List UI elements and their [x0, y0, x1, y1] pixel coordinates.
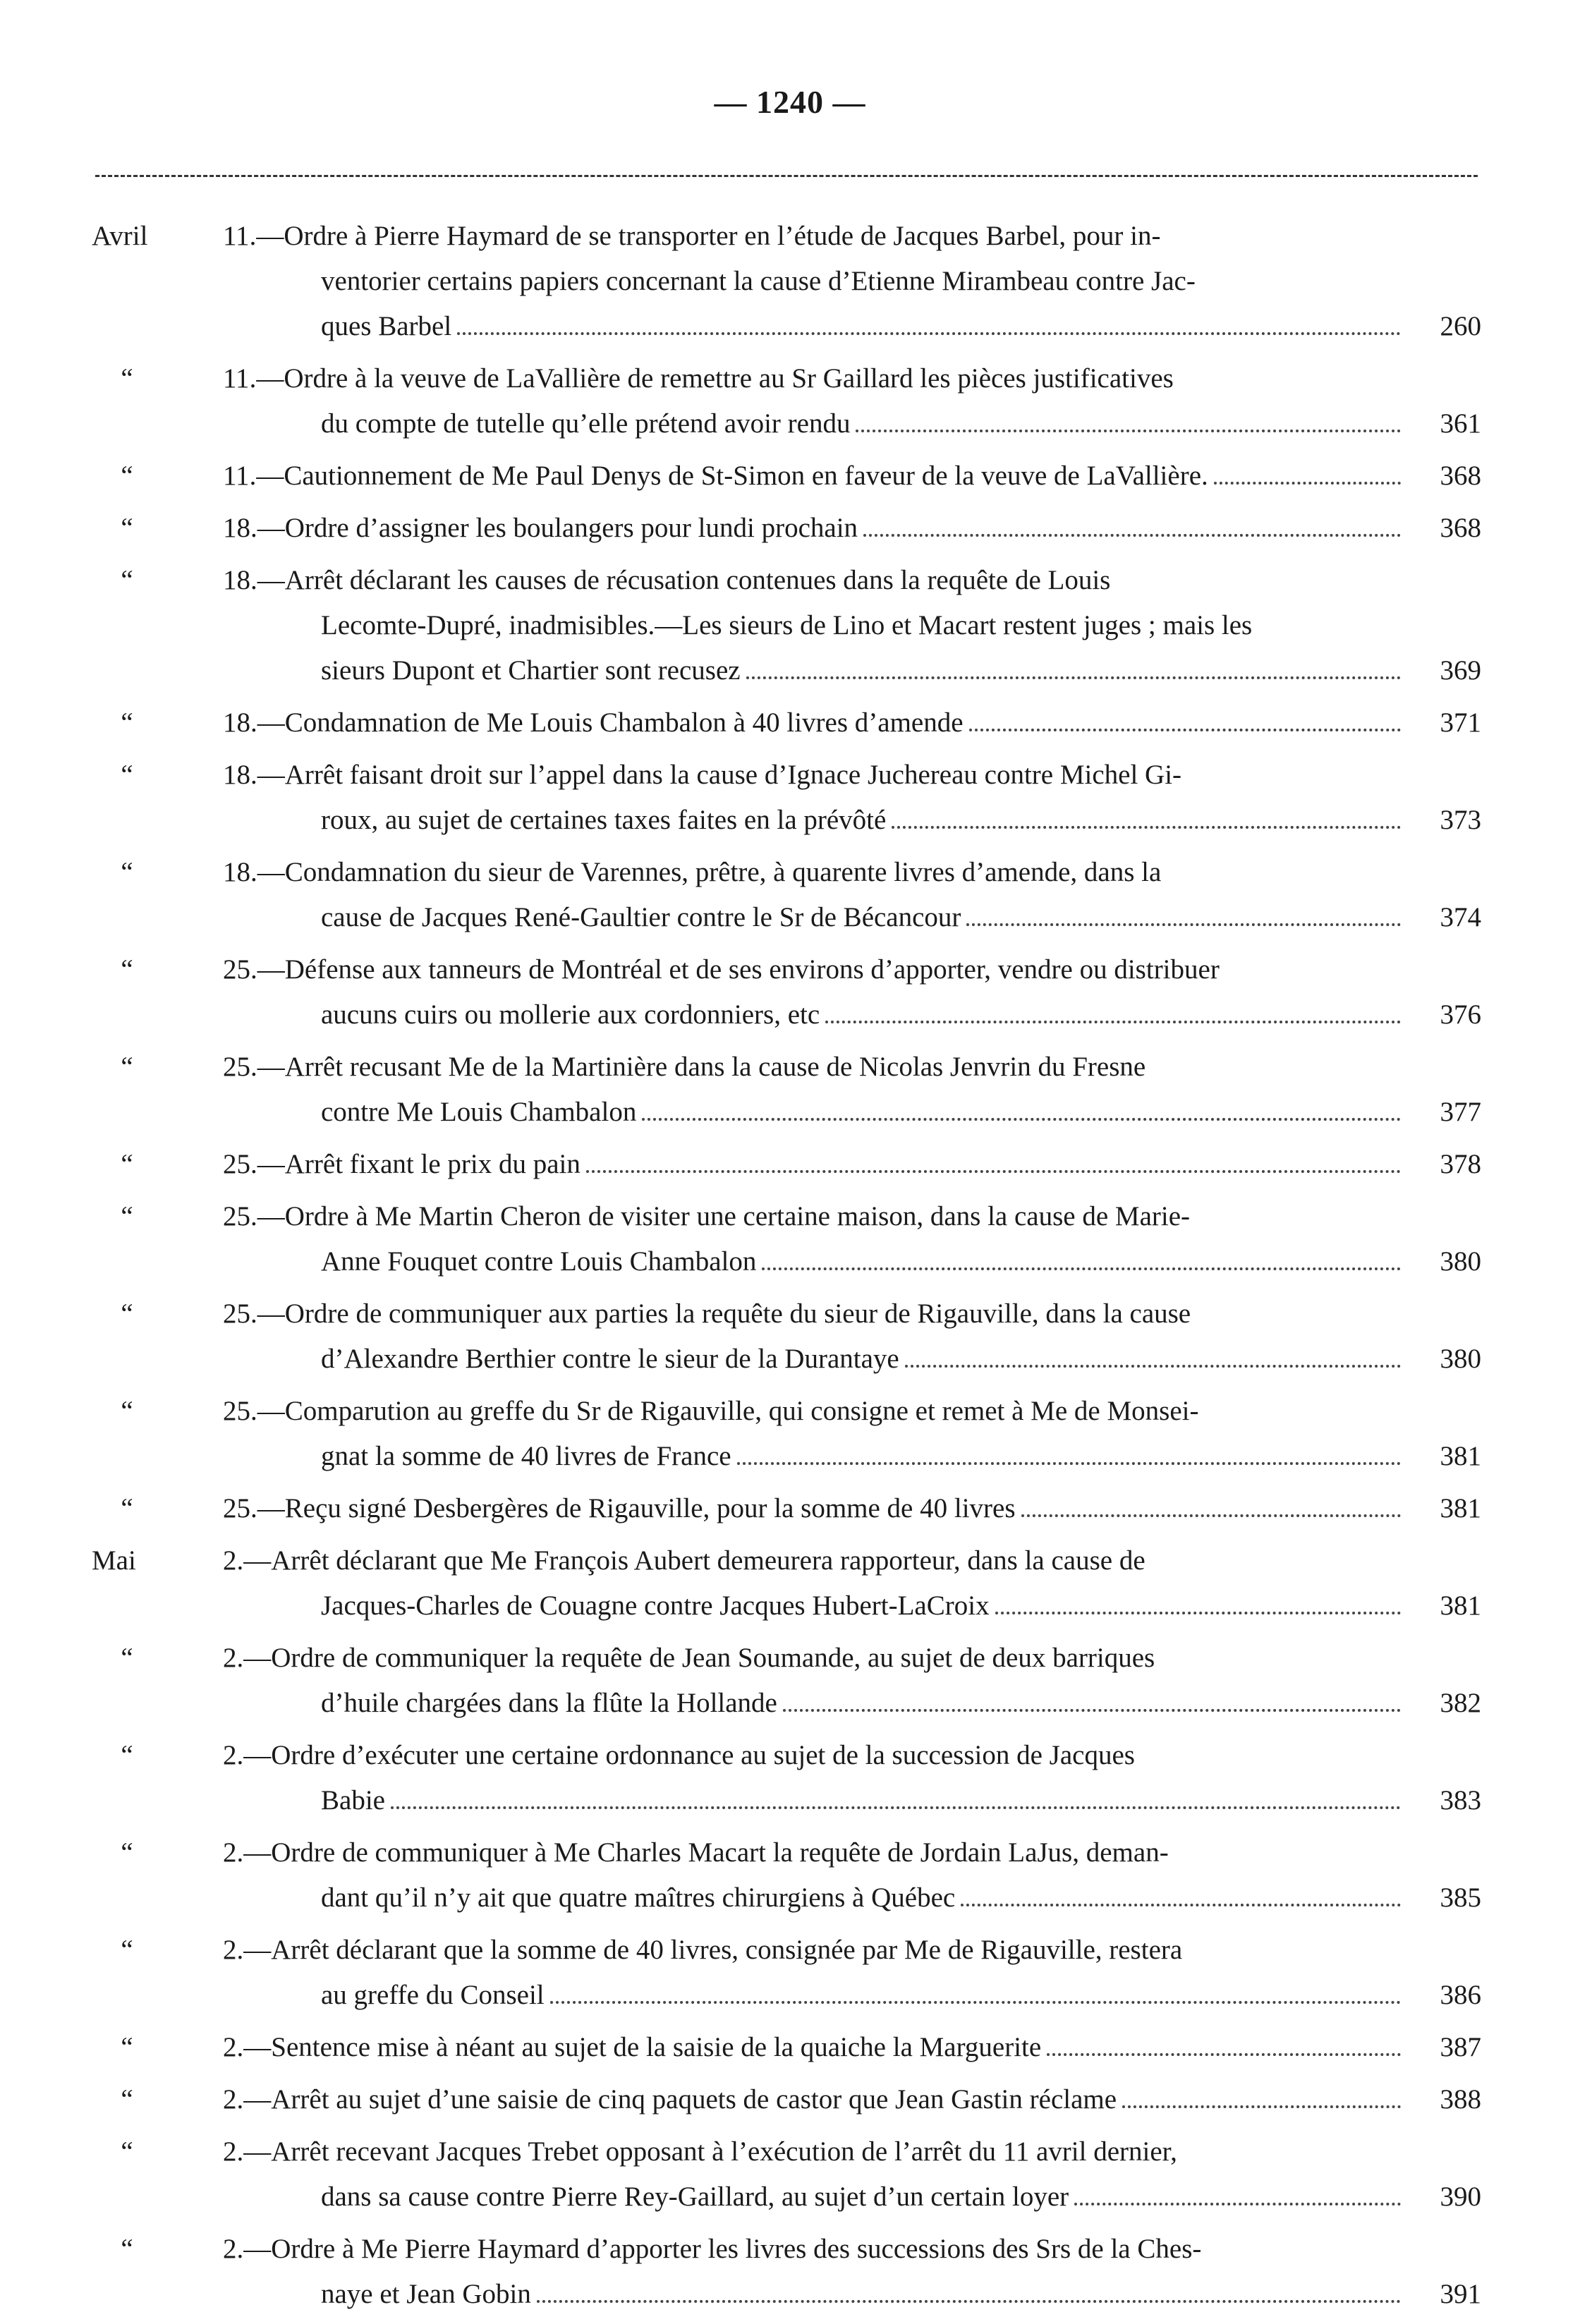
entry-day: 25	[223, 1298, 250, 1329]
entry-text: Reçu signé Desbergères de Rigauville, pour la somme de 40 livres	[284, 1493, 1016, 1523]
entry-line	[92, 401, 1481, 446]
entry-separator: .—	[236, 2084, 272, 2115]
entry-day: 18	[223, 857, 250, 887]
leader-dots	[892, 826, 1401, 829]
entry-text: ventorier certains papiers concernant la cause d’Etienne Mirambeau contre Jac-	[321, 266, 1196, 296]
index-entry	[92, 1142, 1481, 1187]
leader-dots	[961, 1904, 1401, 1906]
entry-line	[92, 1389, 1481, 1434]
entry-line	[92, 1583, 1481, 1629]
entry-line	[92, 1239, 1481, 1284]
index-entry	[92, 1928, 1481, 2018]
entry-month: “	[121, 1493, 133, 1523]
entry-page: 368	[1440, 461, 1481, 491]
entry-line	[92, 1778, 1481, 1823]
entry-separator: .—	[236, 2032, 272, 2062]
entry-text: cause de Jacques René-Gaultier contre le Sr de Bécancour	[321, 902, 961, 932]
entry-month: “	[121, 1935, 133, 1965]
index-entry	[92, 700, 1481, 746]
entry-separator: .—	[250, 857, 285, 887]
leader-dots	[762, 1267, 1401, 1270]
entry-day: 2	[223, 2032, 237, 2062]
entry-line	[92, 1681, 1481, 1726]
page-number: — 1240 —	[714, 84, 866, 120]
entry-text: Ordre d’assigner les boulangers pour lundi prochain	[284, 513, 858, 543]
entry-month: “	[121, 2084, 133, 2115]
entry-day: 25	[223, 1396, 250, 1426]
entry-line	[92, 2025, 1481, 2070]
entry-line	[92, 2174, 1481, 2220]
entry-day: 11	[223, 363, 250, 394]
entry-line	[92, 214, 1481, 259]
leader-dots	[856, 430, 1401, 432]
entry-separator: .—	[236, 1935, 272, 1965]
entry-text: Ordre d’exécuter une certaine ordonnance au sujet de la succession de Jacques	[271, 1740, 1135, 1770]
entry-month: “	[121, 2136, 133, 2167]
entry-text: d’Alexandre Berthier contre le sieur de la Durantaye	[321, 1344, 899, 1374]
entry-month: “	[121, 1643, 133, 1673]
leader-dots	[737, 1462, 1401, 1465]
entry-text: Condamnation de Me Louis Chambalon à 40 livres d’amende	[284, 707, 964, 738]
entry-separator: .—	[236, 2234, 272, 2264]
entry-separator: .—	[250, 1201, 285, 1231]
leader-dots	[1122, 2105, 1401, 2108]
entry-text: ques Barbel	[321, 311, 452, 341]
index-entry	[92, 2025, 1481, 2070]
leader-dots	[642, 1118, 1401, 1121]
entry-month: “	[121, 363, 133, 394]
entry-line	[92, 753, 1481, 798]
index-entry	[92, 1486, 1481, 1531]
entry-separator: .—	[249, 461, 284, 491]
entry-day: 2	[223, 1935, 237, 1965]
index-entry	[92, 214, 1481, 349]
entry-month: “	[121, 2234, 133, 2264]
leader-dots	[969, 729, 1401, 731]
entry-text: Ordre de communiquer aux parties la requête du sieur de Rigauville, dans la cause	[284, 1298, 1191, 1329]
entry-page: 391	[1440, 2279, 1481, 2309]
leader-dots	[391, 1806, 1401, 1809]
entry-page: 361	[1440, 408, 1481, 439]
index-entry	[92, 506, 1481, 551]
entry-line	[92, 947, 1481, 992]
entry-page: 386	[1440, 1980, 1481, 2010]
entry-text: du compte de tutelle qu’elle prétend avoir rendu	[321, 408, 851, 439]
entry-text: Défense aux tanneurs de Montréal et de ses environs d’apporter, vendre ou distribuer	[284, 954, 1220, 985]
entry-month: “	[121, 1201, 133, 1231]
entry-separator: .—	[250, 1052, 285, 1082]
entry-text: Arrêt fixant le prix du pain	[284, 1149, 581, 1179]
entry-text: Condamnation du sieur de Varennes, prêtre, à quarente livres d’amende, dans la	[284, 857, 1162, 887]
entry-text: Cautionnement de Me Paul Denys de St-Simon en faveur de la veuve de LaVallière.	[284, 461, 1208, 491]
entry-line	[92, 1733, 1481, 1778]
entry-month: “	[121, 1052, 133, 1082]
entry-separator: .—	[250, 1396, 285, 1426]
index-entries	[92, 214, 1481, 2324]
leader-dots	[1214, 482, 1401, 485]
entry-day: 25	[223, 1052, 250, 1082]
index-entry	[92, 1194, 1481, 1284]
entry-line	[92, 356, 1481, 401]
index-entry	[92, 1389, 1481, 1479]
entry-text: Ordre à Me Pierre Haymard d’apporter les livres des successions des Srs de la Ches-	[271, 2234, 1202, 2264]
entry-text: Ordre à Pierre Haymard de se transporter en l’étude de Jacques Barbel, pour in-	[284, 221, 1161, 251]
entry-line	[92, 259, 1481, 304]
entry-line	[92, 558, 1481, 603]
entry-day: 25	[223, 1493, 250, 1523]
entry-text: Arrêt recusant Me de la Martinière dans la cause de Nicolas Jenvrin du Fresne	[284, 1052, 1146, 1082]
entry-line	[92, 850, 1481, 895]
entry-separator: .—	[250, 1493, 285, 1523]
entry-day: 18	[223, 760, 250, 790]
entry-page: 383	[1440, 1785, 1481, 1815]
index-entry	[92, 558, 1481, 693]
entry-text: Lecomte-Dupré, inadmisibles.—Les sieurs de Lino et Macart restent juges ; mais les	[321, 610, 1253, 640]
entry-separator: .—	[250, 707, 285, 738]
leader-dots	[550, 2001, 1401, 2004]
entry-line	[92, 895, 1481, 940]
entry-page: 378	[1440, 1149, 1481, 1179]
entry-text: gnat la somme de 40 livres de France	[321, 1441, 731, 1471]
entry-month: “	[121, 760, 133, 790]
entry-separator: .—	[249, 363, 284, 394]
entry-text: aucuns cuirs ou mollerie aux cordonniers, etc	[321, 999, 820, 1030]
entry-separator: .—	[236, 2136, 272, 2167]
index-entry	[92, 454, 1481, 499]
index-entry	[92, 2077, 1481, 2122]
leader-dots	[783, 1709, 1401, 1712]
entry-text: Arrêt faisant droit sur l’appel dans la cause d’Ignace Juchereau contre Michel Gi-	[284, 760, 1182, 790]
index-entry	[92, 947, 1481, 1038]
entry-text: dans sa cause contre Pierre Rey-Gaillard, au sujet d’un certain loyer	[321, 2182, 1069, 2212]
index-entry	[92, 1291, 1481, 1382]
entry-line	[92, 1434, 1481, 1479]
entry-line	[92, 1090, 1481, 1135]
entry-line	[92, 1142, 1481, 1187]
entry-text: sieurs Dupont et Chartier sont recusez	[321, 655, 741, 686]
leader-dots	[457, 332, 1401, 335]
entry-page: 373	[1440, 805, 1481, 835]
leader-dots	[1047, 2053, 1401, 2056]
entry-day: 11	[223, 461, 250, 491]
entry-page: 387	[1440, 2032, 1481, 2062]
entry-page: 377	[1440, 1097, 1481, 1127]
entry-day: 18	[223, 707, 250, 738]
entry-line	[92, 1538, 1481, 1583]
entry-month: “	[121, 1837, 133, 1868]
entry-month: “	[121, 2032, 133, 2062]
entry-line	[92, 700, 1481, 746]
entry-line	[92, 506, 1481, 551]
entry-separator: .—	[250, 1298, 285, 1329]
entry-text: Arrêt déclarant les causes de récusation contenues dans la requête de Louis	[284, 565, 1111, 595]
entry-day: 25	[223, 1149, 250, 1179]
entry-line	[92, 603, 1481, 648]
index-entry	[92, 1733, 1481, 1823]
entry-page: 374	[1440, 902, 1481, 932]
entry-line	[92, 1045, 1481, 1090]
entry-line	[92, 1928, 1481, 1973]
entry-line	[92, 1337, 1481, 1382]
entry-page: 390	[1440, 2182, 1481, 2212]
entry-page: 381	[1440, 1441, 1481, 1471]
entry-line	[92, 798, 1481, 843]
leader-dots	[586, 1170, 1401, 1173]
entry-text: Babie	[321, 1785, 385, 1815]
entry-text: roux, au sujet de certaines taxes faites en la prévôté	[321, 805, 887, 835]
entry-month: “	[121, 565, 133, 595]
entry-month: “	[121, 1740, 133, 1770]
index-entry	[92, 2129, 1481, 2220]
entry-page: 369	[1440, 655, 1481, 686]
entry-page: 388	[1440, 2084, 1481, 2115]
entry-day: 2	[223, 2084, 237, 2115]
entry-line	[92, 2077, 1481, 2122]
entry-day: 2	[223, 2136, 237, 2167]
index-entry	[92, 850, 1481, 940]
entry-separator: .—	[249, 221, 284, 251]
entry-separator: .—	[250, 760, 285, 790]
entry-text: dant qu’il n’y ait que quatre maîtres chirurgiens à Québec	[321, 1882, 956, 1913]
entry-page: 376	[1440, 999, 1481, 1030]
entry-day: 18	[223, 513, 250, 543]
entry-day: 11	[223, 221, 250, 251]
entry-line	[92, 1973, 1481, 2018]
entry-month: Mai	[92, 1545, 136, 1576]
entry-day: 25	[223, 1201, 250, 1231]
entry-separator: .—	[250, 565, 285, 595]
index-entry	[92, 1045, 1481, 1135]
index-entry	[92, 1538, 1481, 1629]
header-rule	[95, 175, 1478, 177]
entry-separator: .—	[236, 1545, 272, 1576]
entry-text: Ordre de communiquer la requête de Jean Soumande, au sujet de deux barriques	[271, 1643, 1155, 1673]
entry-separator: .—	[250, 1149, 285, 1179]
entry-line	[92, 992, 1481, 1038]
entry-text: au greffe du Conseil	[321, 1980, 545, 2010]
leader-dots	[966, 923, 1401, 926]
leader-dots	[905, 1365, 1401, 1368]
entry-text: Comparution au greffe du Sr de Rigauville, qui consigne et remet à Me de Monsei-	[284, 1396, 1199, 1426]
entry-line	[92, 2227, 1481, 2272]
index-entry	[92, 2227, 1481, 2317]
entry-line	[92, 2272, 1481, 2317]
entry-text: Sentence mise à néant au sujet de la saisie de la quaiche la Marguerite	[271, 2032, 1042, 2062]
entry-text: Arrêt recevant Jacques Trebet opposant à l’exécution de l’arrêt du 11 avril dernier,	[271, 2136, 1177, 2167]
entry-text: Arrêt déclarant que la somme de 40 livres, consignée par Me de Rigauville, restera	[271, 1935, 1183, 1965]
entry-separator: .—	[236, 1643, 272, 1673]
entry-month: “	[121, 513, 133, 543]
entry-text: Anne Fouquet contre Louis Chambalon	[321, 1246, 757, 1277]
entry-month: “	[121, 461, 133, 491]
entry-month: “	[121, 954, 133, 985]
entry-text: Ordre à la veuve de LaVallière de remettre au Sr Gaillard les pièces justificatives	[284, 363, 1174, 394]
index-entry	[92, 1636, 1481, 1726]
entry-day: 2	[223, 1545, 237, 1576]
entry-text: Ordre à Me Martin Cheron de visiter une certaine maison, dans la cause de Marie-	[284, 1201, 1191, 1231]
entry-page: 368	[1440, 513, 1481, 543]
index-entry	[92, 1830, 1481, 1921]
entry-separator: .—	[250, 954, 285, 985]
entry-month: “	[121, 1396, 133, 1426]
leader-dots	[1074, 2203, 1401, 2206]
entry-month: “	[121, 1149, 133, 1179]
entry-day: 2	[223, 2234, 237, 2264]
entry-month: Avril	[92, 221, 148, 251]
leader-dots	[863, 534, 1401, 537]
entry-text: naye et Jean Gobin	[321, 2279, 531, 2309]
entry-line	[92, 304, 1481, 349]
entry-day: 18	[223, 565, 250, 595]
entry-line	[92, 1875, 1481, 1921]
leader-dots	[1021, 1514, 1401, 1517]
entry-day: 2	[223, 1837, 237, 1868]
entry-page: 380	[1440, 1344, 1481, 1374]
entry-month: “	[121, 857, 133, 887]
entry-text: d’huile chargées dans la flûte la Hollande	[321, 1688, 777, 1718]
entry-text: contre Me Louis Chambalon	[321, 1097, 637, 1127]
index-entry	[92, 356, 1481, 446]
entry-text: Arrêt au sujet d’une saisie de cinq paquets de castor que Jean Gastin réclame	[271, 2084, 1117, 2115]
index-entry	[92, 753, 1481, 843]
entry-text: Ordre de communiquer à Me Charles Macart la requête de Jordain LaJus, deman-	[271, 1837, 1169, 1868]
entry-day: 25	[223, 954, 250, 985]
entry-page: 385	[1440, 1882, 1481, 1913]
entry-line	[92, 648, 1481, 693]
entry-text: Arrêt déclarant que Me François Aubert demeurera rapporteur, dans la cause de	[271, 1545, 1146, 1576]
entry-page: 382	[1440, 1688, 1481, 1718]
entry-separator: .—	[236, 1837, 272, 1868]
leader-dots	[995, 1612, 1401, 1614]
entry-line	[92, 454, 1481, 499]
entry-line	[92, 1636, 1481, 1681]
entry-separator: .—	[250, 513, 285, 543]
leader-dots	[746, 676, 1401, 679]
entry-month: “	[121, 1298, 133, 1329]
entry-page: 381	[1440, 1590, 1481, 1621]
entry-separator: .—	[236, 1740, 272, 1770]
entry-line	[92, 1830, 1481, 1875]
entry-page: 260	[1440, 311, 1481, 341]
entry-page: 381	[1440, 1493, 1481, 1523]
entry-line	[92, 2129, 1481, 2174]
entry-line	[92, 1486, 1481, 1531]
entry-line	[92, 1194, 1481, 1239]
entry-month: “	[121, 707, 133, 738]
entry-day: 2	[223, 1740, 237, 1770]
entry-text: Jacques-Charles de Couagne contre Jacques Hubert-LaCroix	[321, 1590, 990, 1621]
entry-line	[92, 1291, 1481, 1337]
leader-dots	[825, 1021, 1401, 1023]
entry-day: 2	[223, 1643, 237, 1673]
entry-page: 371	[1440, 707, 1481, 738]
entry-page: 380	[1440, 1246, 1481, 1277]
